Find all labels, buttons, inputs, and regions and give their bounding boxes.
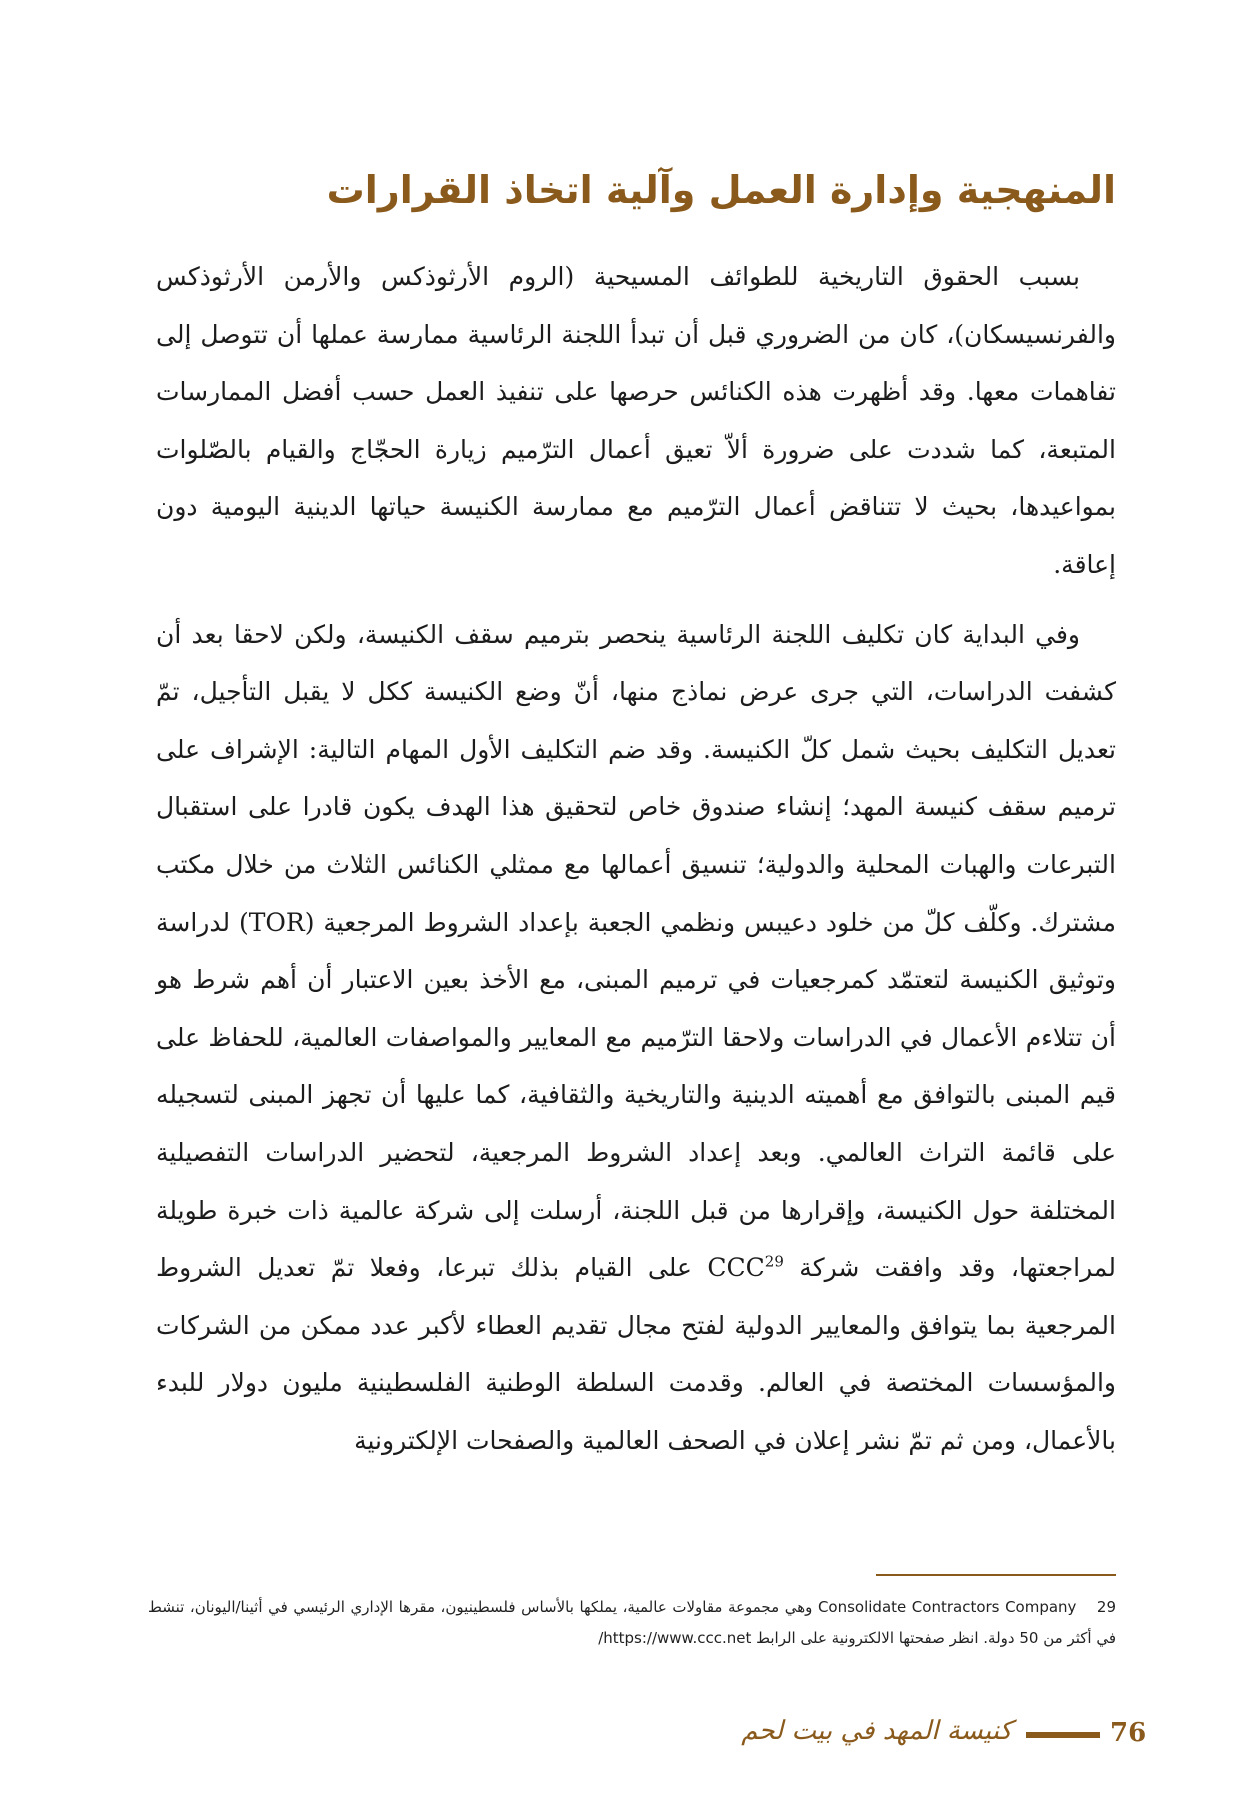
running-book-title: كنيسة المهد في بيت لحم: [741, 1716, 1012, 1746]
footnote-text: Consolidate Contractors Company وهي مجموعة مقاولات عالمية، يملكها بالأساس فلسطينيون، مقرها الإداري الرئيسي في أثينا/اليونان، تنشط في أكثر من 50 دولة. انظر صفحتها الالكترونية على الرابط https://www.ccc.net/: [148, 1598, 1116, 1647]
footnote-divider: [876, 1574, 1116, 1576]
footnote-reference[interactable]: 29: [764, 1252, 784, 1271]
paragraph-2-text-before-ref: وفي البداية كان تكليف اللجنة الرئاسية ينحصر بترميم سقف الكنيسة، ولكن لاحقا بعد أن كشفت الدراسات، التي جرى عرض نماذج منها، أنّ وضع الكنيسة ككل لا يقبل التأجيل، تمّ تعديل التكليف بحيث شمل كلّ الكنيسة. وقد ضم التكليف الأول المهام التالية: الإشراف على ترميم سقف كنيسة المهد؛ إنشاء صندوق خاص لتحقيق هذا الهدف يكون قادرا على استقبال التبرعات والهبات المحلية والدولية؛ تنسيق أعمالها مع ممثلي الكنائس الثلاث من خلال مكتب مشترك. وكلّف كلّ من خلود دعيبس ونظمي الجعبة بإعداد الشروط المرجعية (TOR) لدراسة وتوثيق الكنيسة لتعتمّد كمرجعيات في ترميم المبنى، مع الأخذ بعين الاعتبار أن أهم شرط هو أن تتلاءم الأعمال في الدراسات ولاحقا الترّميم مع المعايير والمواصفات العالمية، للحفاظ على قيم المبنى بالتوافق مع أهميته الدينية والتاريخية والثقافية، كما عليها أن تجهز المبنى لتسجيله على قائمة التراث العالمي. وبعد إعداد الشروط المرجعية، لتحضير الدراسات التفصيلية المختلفة حول الكنيسة، وإقرارها من قبل اللجنة، أرسلت إلى شركة عالمية ذات خبرة طويلة لمراجعتها، وقد وافقت شركة CCC: [156, 619, 1116, 1283]
footer-divider-bar: [1026, 1732, 1100, 1738]
footnote-number: 29: [1096, 1598, 1117, 1616]
footnote: [148, 1592, 1116, 1654]
page-number: 76: [1110, 1718, 1147, 1748]
paragraph-1: بسبب الحقوق التاريخية للطوائف المسيحية (الروم الأرثوذكس والأرمن الأرثوذكس والفرنسيسكان)، كان من الضروري قبل أن تبدأ اللجنة الرئاسية ممارسة عملها أن تتوصل إلى تفاهمات معها. وقد أظهرت هذه الكنائس حرصها على تنفيذ العمل حسب أفضل الممارسات المتبعة، كما شددت على ضرورة ألاّ تعيق أعمال الترّميم زيارة الحجّاج والقيام بالصّلوات بمواعيدها، بحيث لا تتناقض أعمال الترّميم مع ممارسة الكنيسة حياتها الدينية اليومية دون إعاقة.: [156, 262, 1116, 579]
body-text: [156, 248, 1116, 1481]
paragraph-2: [156, 606, 1116, 1470]
section-heading: المنهجية وإدارة العمل وآلية اتخاذ القرارات: [326, 168, 1116, 212]
page-footer: [0, 1712, 1260, 1762]
paragraph-2-text-after-ref: على القيام بذلك تبرعا، وفعلا تمّ تعديل الشروط المرجعية بما يتوافق والمعايير الدولية لفتح مجال تقديم العطاء لأكبر عدد ممكن من الشركات والمؤسسات المختصة في العالم. وقدمت السلطة الوطنية الفلسطينية مليون دولار للبدء بالأعمال، ومن ثم تمّ نشر إعلان في الصحف العالمية والصفحات الإلكترونية: [156, 1253, 1116, 1455]
